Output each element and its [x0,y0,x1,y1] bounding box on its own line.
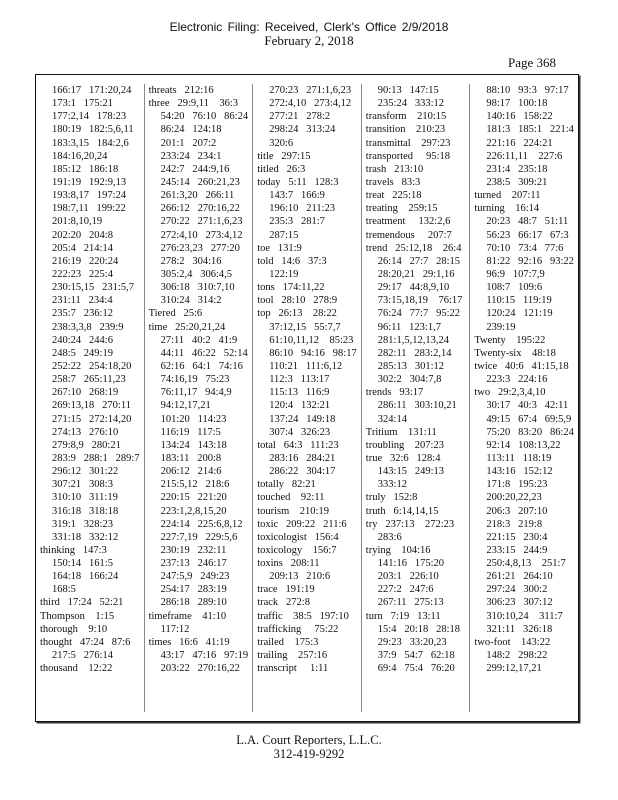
index-reference-line: 310:24 314:2 [160,295,222,307]
index-reference-line: 171:8 195:23 [486,479,548,491]
index-term-line: time 25:20,21,24 [148,321,226,333]
index-reference-line: 150:14 161:5 [52,558,113,570]
index-reference-line: 206:3 207:10 [486,505,548,517]
index-reference-line: 173:1 175:21 [52,98,113,110]
page-number: Page 368 [507,55,556,70]
index-reference-line: 235:3 281:7 [269,216,325,228]
index-reference-line: 276:23,23 277:20 [160,242,240,254]
index-term-line: Twenty-six 48:18 [474,347,556,359]
index-term-line: three 29:9,11 36:3 [148,98,239,110]
index-reference-line: 278:2 304:16 [160,255,222,267]
index-reference-line: 310:10 311:19 [52,492,118,504]
index-reference-line: 62:16 64:1 74:16 [160,360,243,372]
index-term-line: transform 210:15 [365,111,447,123]
index-reference-line: 222:23 225:4 [52,268,113,280]
index-reference-line: 321:11 326:18 [486,623,553,635]
index-reference-line: 81:22 92:16 93:22 [486,255,574,267]
index-reference-line: 240:24 244:6 [52,334,113,346]
filing-stamp-line: Electronic Filing: Received, Clerk's Office 2/9/2018 [169,20,449,34]
index-reference-line: 324:14 [377,413,407,425]
index-reference-line: 143:16 152:12 [486,466,553,478]
index-reference-line: 320:6 [269,137,294,149]
index-reference-line: 116:19 117:5 [160,426,221,438]
index-reference-line: 148:2 298:22 [486,650,548,662]
reporter-footer [0,733,618,761]
index-reference-line: 90:13 147:15 [377,85,439,96]
index-reference-line: 296:12 301:22 [52,466,119,478]
index-term-line: toxic 209:22 211:6 [257,518,347,530]
reporter-name: L.A. Court Reporters, L.L.C. [236,733,382,747]
index-reference-line: 272:4,10 273:4,12 [269,98,352,110]
index-reference-line: 115:13 116:9 [269,387,330,399]
index-reference-line: 221:15 230:4 [486,531,548,543]
index-reference-line: 200:20,22,23 [486,492,542,504]
index-reference-line: 271:15 272:14,20 [52,413,132,425]
index-reference-line: 49:15 67:4 69:5,9 [486,413,572,425]
index-reference-line: 267:11 275:13 [377,597,444,609]
index-reference-line: 302:2 304:7,8 [377,374,442,386]
index-reference-line: 101:20 114:23 [160,413,227,425]
index-term-line: trends 93:17 [365,387,424,399]
index-reference-line: 254:17 283:19 [160,584,227,596]
index-reference-line: 233:24 234:1 [160,150,222,162]
index-reference-line: 117:12 [160,623,190,635]
index-reference-line: 30:17 40:3 42:11 [486,400,569,412]
index-reference-line: 286:11 303:10,21 [377,400,457,412]
index-reference-line: 73:15,18,19 76:17 [377,295,463,307]
index-term-line: Thompson 1:15 [40,610,115,622]
index-reference-line: 286:22 304:17 [269,466,336,478]
index-reference-line: 183:3,15 184:2,6 [52,137,129,149]
index-reference-line: 233:15 244:9 [486,544,548,556]
index-reference-line: 227:2 247:6 [377,584,434,596]
index-reference-line: 316:18 318:18 [52,505,119,517]
index-reference-line: 54:20 76:10 86:24 [160,111,249,123]
index-term-line: trash 213:10 [365,163,424,175]
index-reference-line: 15:4 20:18 28:18 [377,623,461,635]
index-reference-line: 96:11 123:1,7 [377,321,441,333]
index-term-line: times 16:6 41:19 [148,636,230,648]
index-reference-line: 143:15 249:13 [377,466,444,478]
index-reference-line: 224:14 225:6,8,12 [160,518,243,530]
index-reference-line: 26:14 27:7 28:15 [377,255,461,267]
index-term-line: thousand 12:22 [40,663,113,675]
index-column-3 [252,84,361,712]
index-term-line: touched 92:11 [257,492,325,504]
index-reference-line: 267:10 268:19 [52,387,119,399]
index-reference-line: 283:6 [377,531,402,543]
index-term-line: treating 259:15 [365,203,438,215]
index-term-line: two-foot 143:22 [474,636,551,648]
index-reference-line: 177:2,14 178:23 [52,111,127,123]
index-reference-line: 88:10 93:3 97:17 [486,85,569,96]
index-term-line: thought 47:24 87:6 [40,636,131,648]
index-reference-line: 221:16 224:21 [486,137,553,149]
index-reference-line: 112:3 113:17 [269,374,330,386]
reporter-phone: 312-419-9292 [273,747,345,761]
index-reference-line: 27:11 40:2 41:9 [160,334,238,346]
index-reference-line: 258:7 265:11,23 [52,374,126,386]
index-reference-line: 220:15 221:20 [160,492,227,504]
index-reference-line: 110:15 119:19 [486,295,552,307]
index-term-line: transition 210:23 [365,124,446,136]
index-reference-line: 277:21 278:2 [269,111,331,123]
index-reference-line: 298:24 313:24 [269,124,336,136]
index-reference-line: 307:21 308:3 [52,479,113,491]
index-term-line: trafficking 75:22 [257,623,339,635]
index-reference-line: 230:19 232:11 [160,544,227,556]
index-term-line: timeframe 41:10 [148,610,227,622]
index-reference-line: 43:17 47:16 97:19 [160,650,249,662]
index-reference-line: 223:3 224:16 [486,374,548,386]
index-reference-line: 44:11 46:22 52:14 [160,347,248,359]
index-term-line: try 237:13 272:23 [365,518,455,530]
index-reference-line: 231:4 235:18 [486,163,548,175]
index-term-line: tourism 210:19 [257,505,329,517]
index-reference-line: 20:23 48:7 51:11 [486,216,569,228]
index-reference-line: 285:13 301:12 [377,360,444,372]
index-reference-line: 218:3 219:8 [486,518,543,530]
index-reference-line: 74:16,19 75:23 [160,374,230,386]
index-reference-line: 168:5 [52,584,76,596]
index-reference-line: 305:2,4 306:4,5 [160,268,233,280]
index-reference-line: 183:11 200:8 [160,452,222,464]
index-term-line: third 17:24 52:21 [40,597,124,609]
index-term-line: two 29:2,3,4,10 [474,387,546,399]
index-reference-line: 215:5,12 218:6 [160,479,230,491]
index-reference-line: 242:7 244:9,16 [160,163,230,175]
index-reference-line: 306:18 310:7,10 [160,282,235,294]
index-column-4 [361,84,470,712]
index-reference-line: 272:4,10 273:4,12 [160,229,243,241]
index-term-line: threats 212:16 [148,85,214,96]
index-reference-line: 37:9 54:7 62:18 [377,650,455,662]
index-column-2 [144,84,253,712]
index-reference-line: 206:12 214:6 [160,466,222,478]
index-reference-line: 310:10,24 311:7 [486,610,563,622]
index-term-line: top 26:13 28:22 [257,308,337,320]
index-term-line: transcript 1:11 [257,663,329,675]
index-reference-line: 96:9 107:7,9 [486,268,545,280]
index-reference-line: 69:4 75:4 76:20 [377,663,455,675]
index-reference-line: 201:1 207:2 [160,137,217,149]
index-term-line: thorough 9:10 [40,623,108,635]
index-reference-line: 191:19 192:9,13 [52,176,127,188]
index-reference-line: 266:12 270:16,22 [160,203,240,215]
index-reference-line: 94:12,17,21 [160,400,211,412]
index-reference-line: 226:11,11 227:6 [486,150,563,162]
index-reference-line: 306:23 307:12 [486,597,553,609]
index-term-line: Twenty 195:22 [474,334,546,346]
index-reference-line: 239:19 [486,321,516,333]
index-reference-line: 247:5,9 249:23 [160,571,230,583]
index-reference-line: 86:24 124:18 [160,124,222,136]
index-term-line: toxicology 156:7 [257,544,337,556]
index-term-line: transported 95:18 [365,150,451,162]
index-term-line: totally 82:21 [257,479,316,491]
index-term-line: truth 6:14,14,15 [365,505,439,517]
index-reference-line: 223:1,2,8,15,20 [160,505,227,517]
index-reference-line: 252:22 254:18,20 [52,360,132,372]
index-term-line: told 14:6 37:3 [257,255,327,267]
index-term-line: trailed 175:3 [257,636,319,648]
index-term-line: turn 7:19 13:11 [365,610,441,622]
index-reference-line: 250:4,8,13 251:7 [486,558,566,570]
index-reference-line: 230:15,15 231:5,7 [52,282,134,294]
index-reference-line: 299:12,17,21 [486,663,542,675]
index-term-line: turned 207:11 [474,190,541,202]
index-term-line: treatment 132:2,6 [365,216,451,228]
index-reference-line: 209:13 210:6 [269,571,331,583]
index-reference-line: 70:10 73:4 77:6 [486,242,564,254]
index-reference-line: 237:13 246:17 [160,558,227,570]
index-reference-line: 283:9 288:1 289:7 [52,452,140,464]
index-reference-line: 185:12 186:18 [52,163,119,175]
index-reference-line: 331:18 332:12 [52,531,119,543]
index-reference-line: 193:8,17 197:24 [52,190,127,202]
index-reference-line: 184:16,20,24 [52,150,108,162]
index-reference-line: 28:20,21 29:1,16 [377,268,455,280]
index-reference-line: 29:17 44:8,9,10 [377,282,450,294]
index-reference-line: 86:10 94:16 98:17 [269,347,357,359]
index-reference-line: 307:4 326:23 [269,426,331,438]
index-reference-line: 113:11 118:19 [486,452,552,464]
index-reference-line: 164:18 166:24 [52,571,119,583]
index-reference-line: 180:19 182:5,6,11 [52,124,134,136]
index-term-line: tons 174:11,22 [257,282,325,294]
index-reference-line: 238:5 309:21 [486,176,548,188]
index-term-line: truly 152:8 [365,492,418,504]
index-reference-line: 122:19 [269,268,299,280]
index-term-line: traffic 38:5 197:10 [257,610,349,622]
index-term-line: tremendous 207:7 [365,229,452,241]
index-term-line: transmittal 297:23 [365,137,451,149]
index-reference-line: 231:11 234:4 [52,295,113,307]
index-reference-line: 76:11,17 94:4,9 [160,387,232,399]
index-column-5 [469,84,578,712]
index-reference-line: 282:11 283:2,14 [377,347,452,359]
index-reference-line: 120:4 132:21 [269,400,331,412]
index-term-line: title 297:15 [257,150,311,162]
index-reference-line: 75:20 83:20 86:24 [486,426,574,438]
index-reference-line: 76:24 77:7 95:22 [377,308,461,320]
index-reference-line: 279:8,9 280:21 [52,439,121,451]
index-reference-line: 333:12 [377,479,407,491]
index-term-line: today 5:11 128:3 [257,176,339,188]
index-frame [35,74,579,722]
index-reference-line: 319:1 328:23 [52,518,113,530]
index-reference-line: 274:13 276:10 [52,426,119,438]
index-reference-line: 61:10,11,12 85:23 [269,334,354,346]
index-term-line: trend 25:12,18 26:4 [365,242,462,254]
index-term-line: thinking 147:3 [40,544,107,556]
index-reference-line: 110:21 111:6,12 [269,360,343,372]
index-reference-line: 134:24 143:18 [160,439,227,451]
index-reference-line: 286:18 289:10 [160,597,227,609]
index-reference-line: 281:1,5,12,13,24 [377,334,449,346]
index-reference-line: 238:3,3,8 239:9 [52,321,124,333]
index-reference-line: 198:7,11 199:22 [52,203,126,215]
index-column-1 [36,84,144,712]
index-term-line: toxicologist 156:4 [257,531,339,543]
index-reference-line: 270:23 271:1,6,23 [269,85,352,96]
index-reference-line: 141:16 175:20 [377,558,444,570]
index-term-line: titled 26:3 [257,163,306,175]
filing-date-line: February 2, 2018 [264,33,354,48]
index-reference-line: 235:7 236:12 [52,308,113,320]
index-term-line: treat 225:18 [365,190,422,202]
index-term-line: trying 104:16 [365,544,431,556]
index-reference-line: 287:15 [269,229,299,241]
index-term-line: trace 191:19 [257,584,315,596]
index-reference-line: 29:23 33:20,23 [377,636,447,648]
index-reference-line: 202:20 204:8 [52,229,113,241]
filing-header [0,20,618,48]
index-reference-line: 143:7 166:9 [269,190,325,202]
index-term-line: troubling 207:23 [365,439,444,451]
index-term-line: Tiered 25:6 [148,308,203,320]
index-reference-line: 201:8,10,19 [52,216,103,228]
index-reference-line: 137:24 149:18 [269,413,336,425]
index-reference-line: 196:10 211:23 [269,203,336,215]
index-term-line: track 272:8 [257,597,310,609]
index-columns [36,84,578,712]
index-term-line: trailing 257:16 [257,650,328,662]
index-term-line: turning 16:14 [474,203,540,215]
index-reference-line: 270:22 271:1,6,23 [160,216,243,228]
index-term-line: Tritium 131:11 [365,426,437,438]
index-term-line: toxins 208:11 [257,558,320,570]
index-reference-line: 166:17 171:20,24 [52,85,132,96]
index-reference-line: 56:23 66:17 67:3 [486,229,569,241]
index-reference-line: 261:21 264:10 [486,571,553,583]
index-term-line: total 64:3 111:23 [257,439,339,451]
index-reference-line: 217:5 276:14 [52,650,113,662]
index-reference-line: 269:13,18 270:11 [52,400,131,412]
index-reference-line: 203:22 270:16,22 [160,663,240,675]
index-reference-line: 140:16 158:22 [486,111,553,123]
index-reference-line: 283:16 284:21 [269,452,336,464]
index-reference-line: 297:24 300:2 [486,584,548,596]
index-reference-line: 37:12,15 55:7,7 [269,321,341,333]
index-term-line: true 32:6 128:4 [365,452,441,464]
index-reference-line: 205:4 214:14 [52,242,113,254]
index-reference-line: 203:1 226:10 [377,571,439,583]
index-reference-line: 227:7,19 229:5,6 [160,531,238,543]
index-reference-line: 261:3,20 266:11 [160,190,235,202]
index-term-line: tool 28:10 278:9 [257,295,338,307]
index-reference-line: 245:14 260:21,23 [160,176,240,188]
index-reference-line: 216:19 220:24 [52,255,119,267]
index-reference-line: 120:24 121:19 [486,308,553,320]
index-reference-line: 181:3 185:1 221:4 [486,124,574,136]
index-reference-line: 235:24 333:12 [377,98,444,110]
index-term-line: toe 131:9 [257,242,302,254]
index-term-line: twice 40:6 41:15,18 [474,360,569,372]
index-term-line: travels 83:3 [365,176,421,188]
index-reference-line: 248:5 249:19 [52,347,113,359]
index-reference-line: 98:17 100:18 [486,98,548,110]
index-reference-line: 108:7 109:6 [486,282,543,294]
index-reference-line: 92:14 108:13,22 [486,439,561,451]
